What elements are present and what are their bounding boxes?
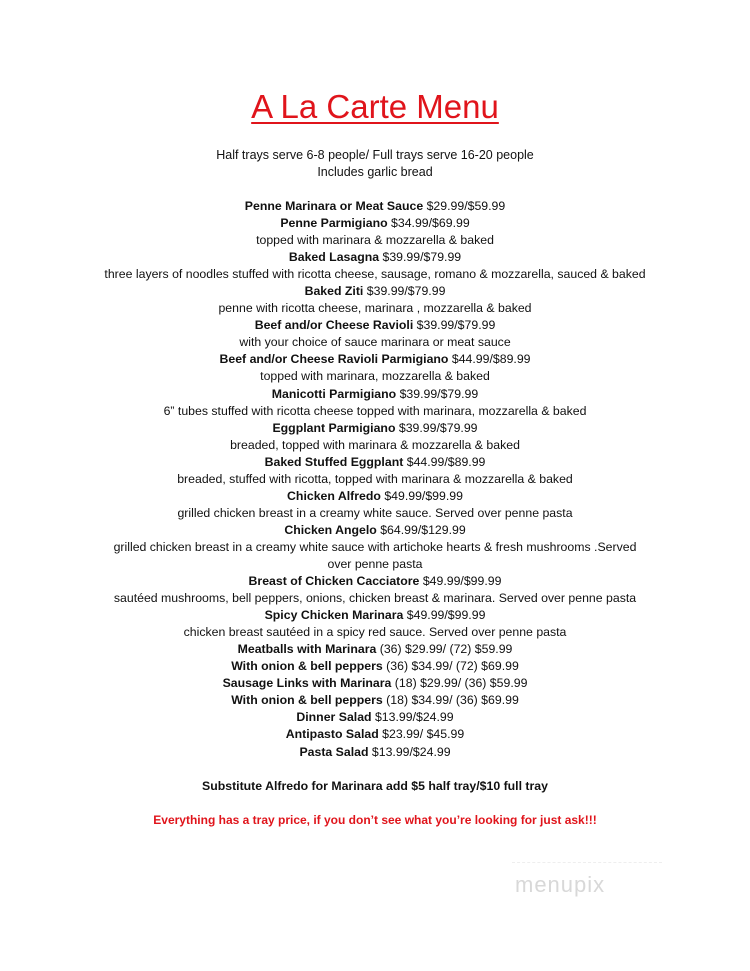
item-description: with your choice of sauce marinara or meat sauce [239,335,511,350]
menu-item [0,675,750,692]
menupix-watermark-logo: menupix [515,872,606,897]
menu-item [0,249,750,266]
item-name: Pasta Salad [299,744,369,759]
menu-item [0,215,750,232]
item-name: Dinner Salad [296,710,372,725]
menu-item [0,283,750,300]
menu-item [0,420,750,437]
item-description-continued: over penne pasta [327,556,423,571]
item-price: $29.99/$59.99 [426,199,506,213]
menu-item [0,573,750,590]
item-description: 6” tubes stuffed with ricotta cheese topped with marinara, mozzarella & baked [163,403,587,418]
item-description: grilled chicken breast in a creamy white sauce. Served over penne pasta [177,505,573,520]
item-description: sautéed mushrooms, bell peppers, onions, chicken breast & marinara. Served over penne pasta [113,591,637,606]
item-description: breaded, topped with marinara & mozzarella & baked [230,437,520,452]
menu-item [0,658,750,675]
menu-item [0,317,750,334]
menu-intro [0,147,750,181]
item-name: Eggplant Parmigiano [272,420,396,435]
item-name: Breast of Chicken Cacciatore [248,574,420,589]
item-price: $44.99/$89.99 [406,454,486,469]
item-name: Baked Lasagna [288,250,380,265]
item-name: Spicy Chicken Marinara [264,608,404,623]
item-name: Baked Ziti [304,284,364,299]
tray-price-note: Everything has a tray price, if you don’t see what you’re looking for just ask!!! [153,812,597,827]
menu-item [0,351,750,368]
spacer [0,761,750,778]
item-price: $49.99/$99.99 [384,488,463,503]
menu-item [0,607,750,624]
menu-item [0,198,750,215]
item-name: Sausage Links with Marinara [222,676,392,691]
item-price: (18) $34.99/ (36) $69.99 [386,693,519,708]
item-description: chicken breast sautéed in a spicy red sauce. Served over penne pasta [183,625,567,640]
item-description: three layers of noodles stuffed with ricotta cheese, sausage, romano & mozzarella, sauced & baked [104,267,646,282]
tray-size-note: Half trays serve 6-8 people/ Full trays serve 16-20 people [216,148,534,162]
substitute-note: Substitute Alfredo for Marinara add $5 half tray/$10 full tray [202,778,548,793]
item-description: topped with marinara & mozzarella & baked [256,233,494,248]
item-price: $64.99/$129.99 [380,522,466,537]
item-name: Baked Stuffed Eggplant [264,454,404,469]
menu-item [0,726,750,743]
item-name: Beef and/or Cheese Ravioli Parmigiano [219,352,449,367]
menu-item [0,692,750,709]
menu-item [0,522,750,539]
item-name: With onion & bell peppers [231,659,383,674]
menu-item [0,488,750,505]
item-name: Meatballs with Marinara [237,642,377,657]
menu-item [0,386,750,403]
item-price: $23.99/ $45.99 [382,727,465,742]
item-price: (18) $29.99/ (36) $59.99 [394,676,528,691]
item-price: $13.99/$24.99 [371,744,451,759]
item-name: Penne Marinara or Meat Sauce [244,199,424,213]
menu-item [0,454,750,471]
item-name: With onion & bell peppers [231,693,383,708]
item-price: $49.99/$99.99 [422,574,502,589]
item-name: Beef and/or Cheese Ravioli [254,318,414,333]
item-price: $44.99/$89.99 [451,352,531,367]
garlic-bread-note: Includes garlic bread [317,165,433,179]
item-price: $13.99/$24.99 [374,710,454,725]
item-name: Penne Parmigiano [280,216,388,231]
item-description: breaded, stuffed with ricotta, topped with marinara & mozzarella & baked [177,471,573,486]
item-price: $34.99/$69.99 [391,216,470,231]
menu-items [0,198,750,829]
menu-item [0,641,750,658]
item-name: Manicotti Parmigiano [271,386,397,401]
item-price: $39.99/$79.99 [382,250,462,265]
item-price: $39.99/$79.99 [398,420,478,435]
item-price: (36) $29.99/ (72) $59.99 [379,642,513,657]
watermark-divider [512,862,662,863]
item-name: Chicken Alfredo [287,488,381,503]
menu-item [0,744,750,761]
item-name: Antipasto Salad [285,727,379,742]
item-description: grilled chicken breast in a creamy white sauce with artichoke hearts & fresh mushrooms .Served [113,539,637,554]
item-price: (36) $34.99/ (72) $69.99 [386,659,519,674]
item-price: $39.99/$79.99 [366,284,446,299]
menu-item [0,709,750,726]
item-description: topped with marinara, mozzarella & baked [260,369,490,384]
spacer [0,795,750,812]
item-price: $39.99/$79.99 [399,386,479,401]
item-price: $39.99/$79.99 [416,318,496,333]
item-name: Chicken Angelo [284,522,377,537]
item-price: $49.99/$99.99 [406,608,486,623]
item-description: penne with ricotta cheese, marinara , mozzarella & baked [218,301,532,316]
menu-title: A La Carte Menu [251,88,499,125]
